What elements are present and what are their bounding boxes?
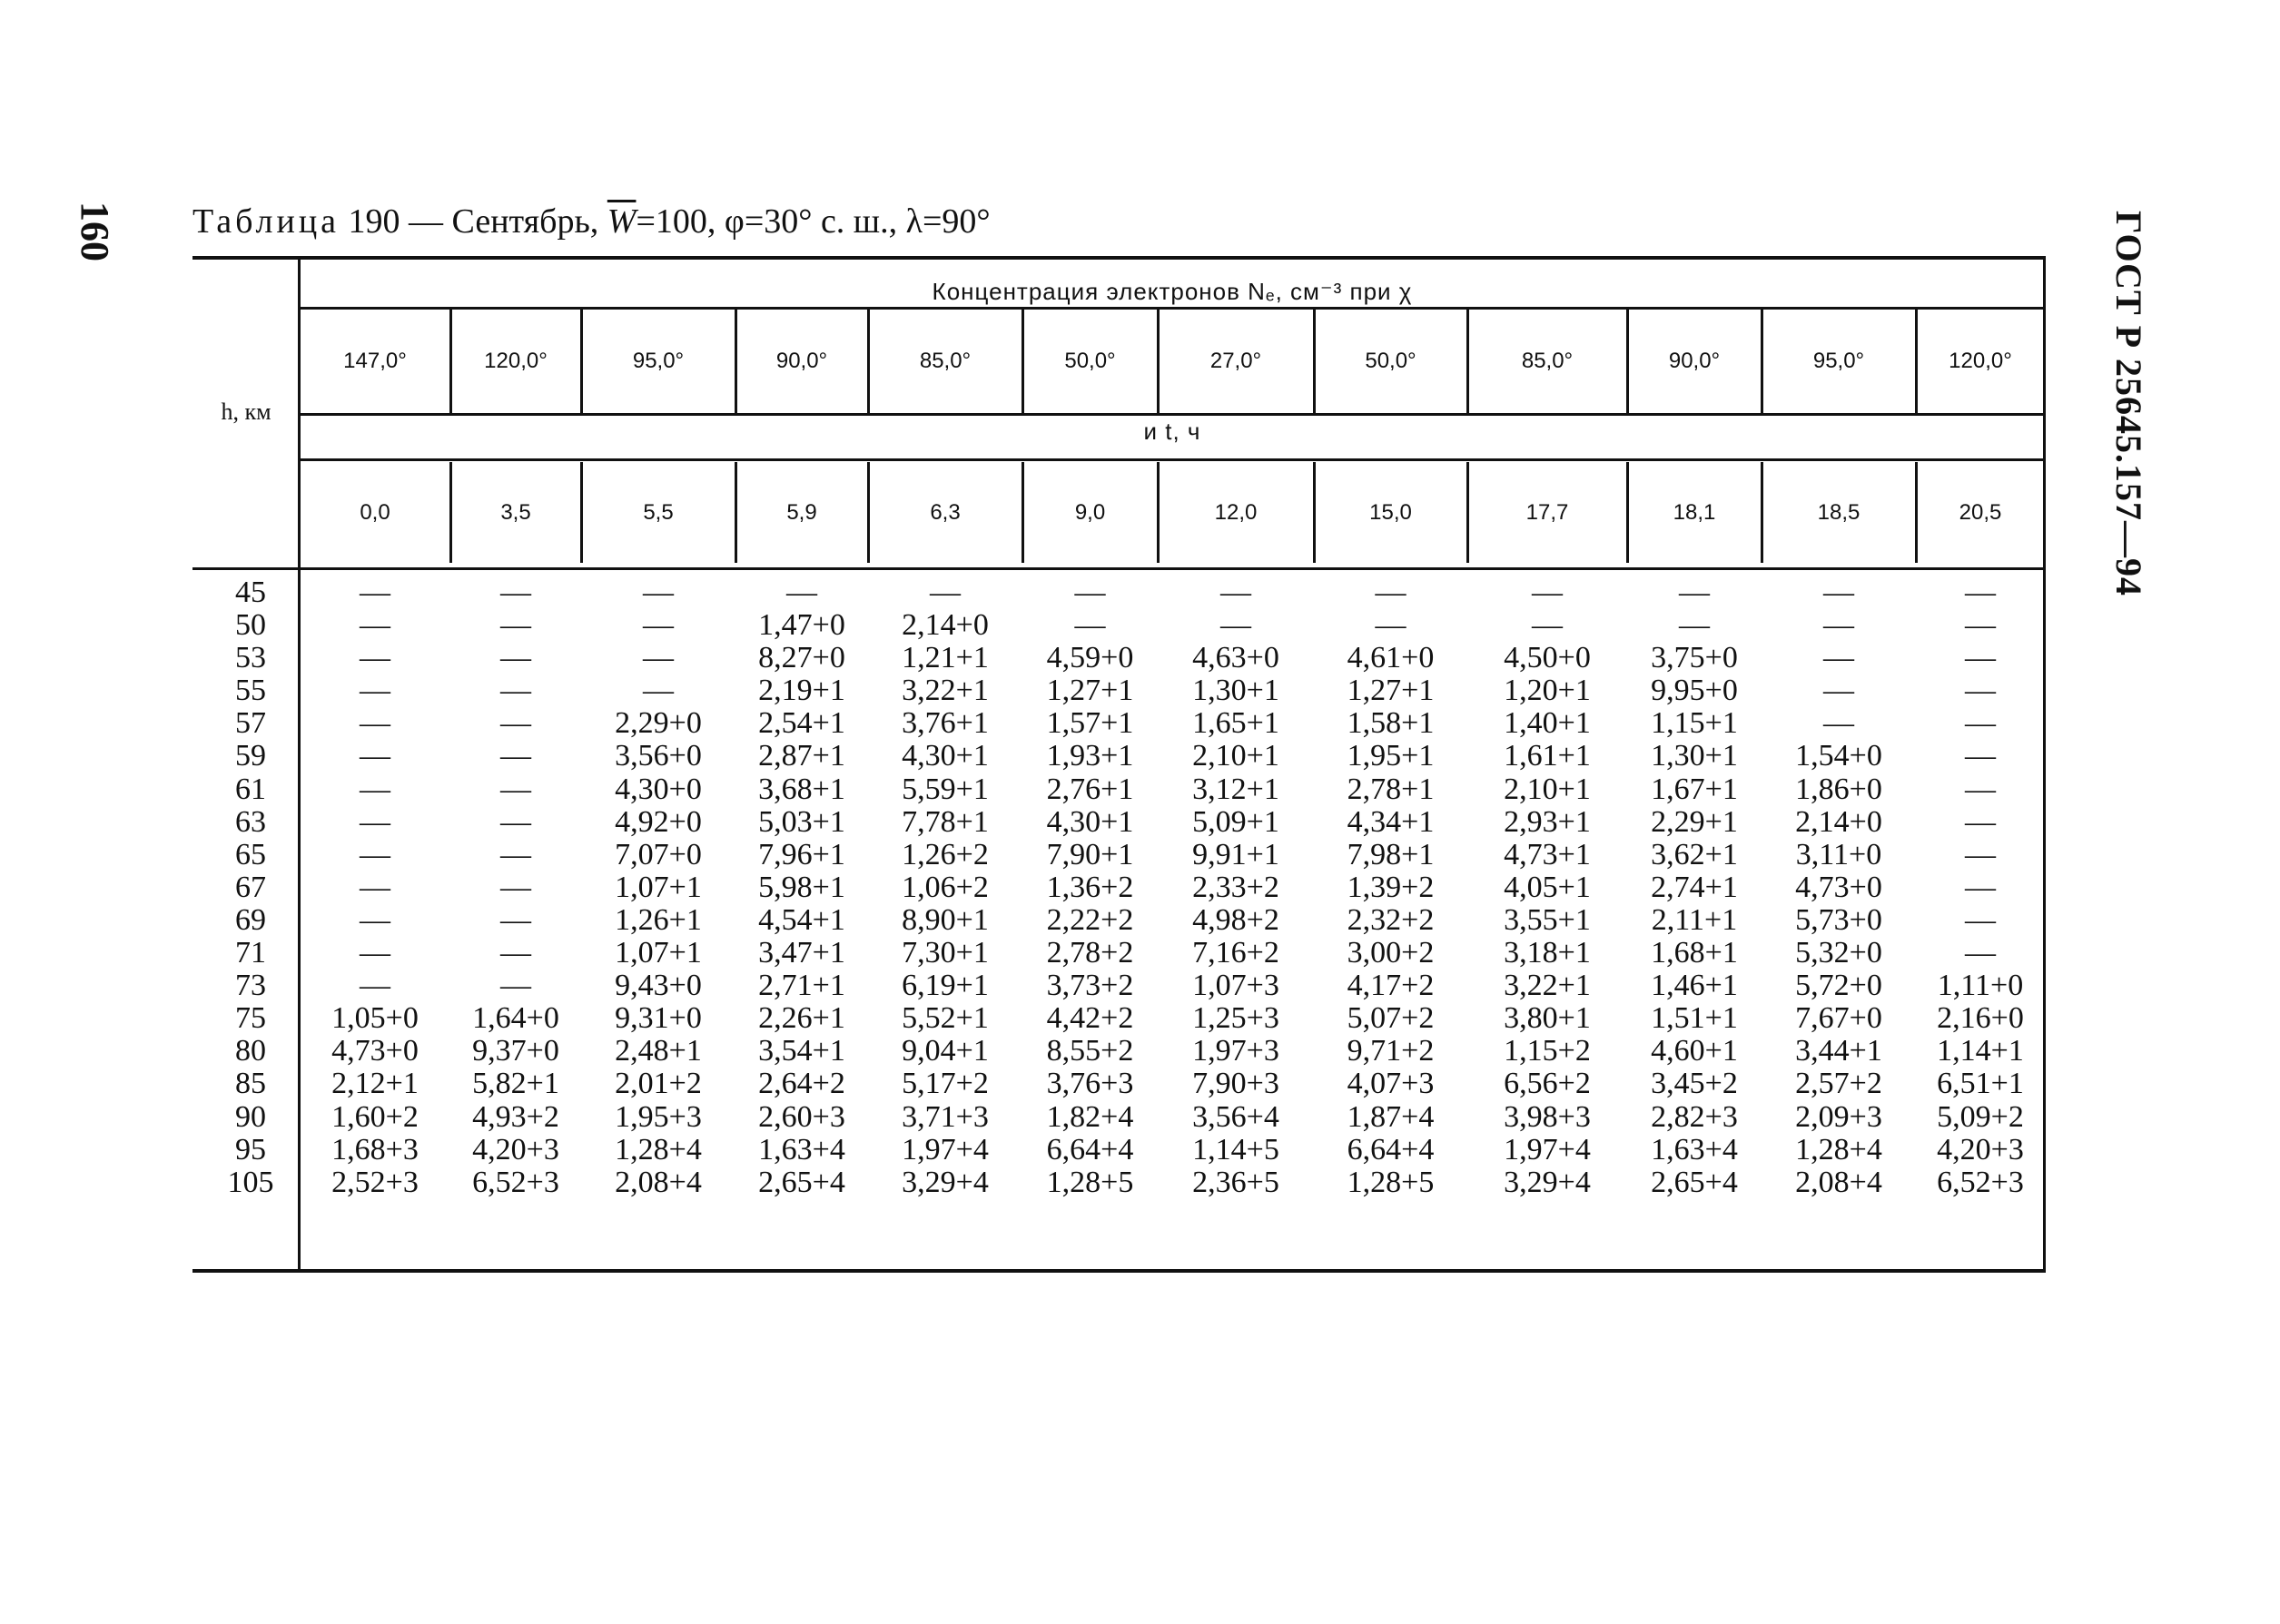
t-header: 20,5 [1959, 499, 2002, 525]
data-cell: 2,82+3 [1651, 1099, 1738, 1134]
data-cell: 1,60+2 [331, 1099, 419, 1134]
data-cell: 2,14+0 [1795, 804, 1882, 839]
data-cell: 5,09+1 [1192, 804, 1279, 839]
data-cell: — [1823, 706, 1854, 741]
data-cell: 7,07+0 [615, 837, 702, 871]
data-column [1314, 576, 1467, 1199]
data-cell: 2,12+1 [331, 1067, 419, 1101]
data-cell: 1,21+1 [902, 641, 989, 675]
data-cell: 5,52+1 [902, 1001, 989, 1036]
document-code: ГОСТ Р 25645.157—94 [2108, 211, 2149, 597]
data-cell: 3,22+1 [902, 674, 989, 708]
t-header: 17,7 [1525, 499, 1569, 525]
data-cell: 3,80+1 [1504, 1001, 1591, 1036]
data-cell: 4,98+2 [1192, 902, 1279, 937]
data-cell: — [1823, 608, 1854, 643]
data-cell: 2,19+1 [758, 674, 845, 708]
data-cell: 1,82+4 [1046, 1099, 1134, 1134]
data-cell: — [1823, 576, 1854, 609]
height-cell: 50 [235, 608, 266, 643]
data-cell: 2,52+3 [331, 1165, 419, 1199]
data-cell: 2,36+5 [1192, 1165, 1279, 1199]
data-cell: — [500, 608, 531, 643]
data-cell: 6,19+1 [902, 969, 989, 1003]
data-cell: 3,18+1 [1504, 936, 1591, 970]
data-cell: 2,78+1 [1347, 772, 1435, 806]
data-cell: 2,78+2 [1046, 936, 1134, 970]
height-cell: 57 [235, 706, 266, 741]
data-cell: 6,64+4 [1347, 1132, 1435, 1166]
data-cell: 4,92+0 [615, 804, 702, 839]
data-cell: 1,28+4 [1795, 1132, 1882, 1166]
data-cell: — [1965, 641, 1996, 675]
data-cell: 5,09+2 [1937, 1099, 2024, 1134]
row-header-label: h, км [221, 398, 271, 425]
data-cell: — [1965, 837, 1996, 871]
data-cell: 3,12+1 [1192, 772, 1279, 806]
data-cell: — [1532, 576, 1563, 609]
data-column [581, 576, 735, 1199]
data-cell: 2,14+0 [902, 608, 989, 643]
data-cell: 9,37+0 [472, 1034, 559, 1068]
data-cell: 1,20+1 [1504, 674, 1591, 708]
data-cell: 4,17+2 [1347, 969, 1435, 1003]
data-cell: 8,27+0 [758, 641, 845, 675]
data-cell: — [786, 576, 817, 609]
data-cell: 3,62+1 [1651, 837, 1738, 871]
data-cell: 1,14+5 [1192, 1132, 1279, 1166]
data-cell: 3,11+0 [1795, 837, 1882, 871]
data-cell: 1,63+4 [758, 1132, 845, 1166]
data-cell: 1,15+2 [1504, 1034, 1591, 1068]
t-title: и t, ч [1143, 417, 1201, 445]
data-cell: 2,74+1 [1651, 870, 1738, 904]
data-cell: 6,52+3 [472, 1165, 559, 1199]
data-cell: 2,11+1 [1651, 902, 1738, 937]
data-cell: 4,63+0 [1192, 641, 1279, 675]
data-cell: 5,59+1 [902, 772, 989, 806]
data-cell: 1,63+4 [1651, 1132, 1738, 1166]
header-rule [192, 567, 2045, 570]
data-cell: 1,39+2 [1347, 870, 1435, 904]
data-cell: — [1965, 674, 1996, 708]
data-cell: 2,08+4 [1795, 1165, 1882, 1199]
t-header: 18,5 [1817, 499, 1861, 525]
data-cell: — [360, 870, 390, 904]
data-cell: — [1074, 608, 1106, 643]
data-cell: 1,28+5 [1347, 1165, 1435, 1199]
data-cell: 1,61+1 [1504, 739, 1591, 773]
height-cell: 45 [235, 576, 266, 609]
height-cell: 75 [235, 1001, 266, 1036]
data-cell: 5,73+0 [1795, 902, 1882, 937]
data-cell: 1,67+1 [1651, 772, 1738, 806]
height-cell: 71 [235, 936, 266, 970]
data-cell: 5,32+0 [1795, 936, 1882, 970]
data-cell: — [500, 870, 531, 904]
data-cell: 6,51+1 [1937, 1067, 2024, 1101]
data-cell: 1,30+1 [1192, 674, 1279, 708]
data-cell: 1,25+3 [1192, 1001, 1279, 1036]
page-number: 160 [73, 202, 117, 261]
data-cell: 9,95+0 [1651, 674, 1738, 708]
data-cell: 2,54+1 [758, 706, 845, 741]
data-cell: 5,72+0 [1795, 969, 1882, 1003]
height-cell: 65 [235, 837, 266, 871]
chi-header: 147,0° [343, 348, 407, 373]
data-cell: 1,26+2 [902, 837, 989, 871]
data-column [1916, 576, 2045, 1199]
data-cell: 4,93+2 [472, 1099, 559, 1134]
data-cell: — [500, 739, 531, 773]
data-cell: 1,28+5 [1046, 1165, 1134, 1199]
data-cell: 4,07+3 [1347, 1067, 1435, 1101]
data-cell: — [1965, 936, 1996, 970]
data-cell: 1,97+3 [1192, 1034, 1279, 1068]
data-cell: 2,09+3 [1795, 1099, 1882, 1134]
data-cell: — [1965, 608, 1996, 643]
data-cell: 4,59+0 [1046, 641, 1134, 675]
chi-header: 85,0° [1521, 348, 1574, 373]
height-cell: 55 [235, 674, 266, 708]
data-cell: 2,32+2 [1347, 902, 1435, 937]
data-cell: 6,52+3 [1937, 1165, 2024, 1199]
height-cell: 67 [235, 870, 266, 904]
data-column [868, 576, 1022, 1199]
data-cell: — [1679, 608, 1710, 643]
height-cell: 80 [235, 1034, 266, 1068]
data-cell: 3,45+2 [1651, 1067, 1738, 1101]
data-cell: — [360, 804, 390, 839]
data-cell: 3,98+3 [1504, 1099, 1591, 1134]
data-cell: 1,15+1 [1651, 706, 1738, 741]
height-cell: 73 [235, 969, 266, 1003]
caption-text-before: 190 — Сентябрь, [348, 202, 607, 241]
data-cell: 3,73+2 [1046, 969, 1134, 1003]
data-cell: — [1375, 576, 1406, 609]
data-cell: 3,75+0 [1651, 641, 1738, 675]
data-cell: — [1823, 641, 1854, 675]
data-cell: — [500, 804, 531, 839]
data-cell: — [500, 706, 531, 741]
data-cell: 4,34+1 [1347, 804, 1435, 839]
data-cell: 1,06+2 [902, 870, 989, 904]
chi-header: 120,0° [1949, 348, 2012, 373]
data-cell: 3,29+4 [902, 1165, 989, 1199]
data-cell: 3,22+1 [1504, 969, 1591, 1003]
t-header: 5,9 [786, 499, 817, 525]
data-cell: 7,96+1 [758, 837, 845, 871]
data-cell: 9,43+0 [615, 969, 702, 1003]
data-cell: — [360, 641, 390, 675]
data-cell: 4,30+1 [902, 739, 989, 773]
t-header: 5,5 [643, 499, 674, 525]
data-cell: 3,56+0 [615, 739, 702, 773]
data-cell: 3,56+4 [1192, 1099, 1279, 1134]
data-cell: 3,55+1 [1504, 902, 1591, 937]
data-cell: 2,29+0 [615, 706, 702, 741]
data-cell: 5,17+2 [902, 1067, 989, 1101]
data-column [300, 576, 450, 1199]
data-cell: 4,60+1 [1651, 1034, 1738, 1068]
height-cell: 85 [235, 1067, 266, 1101]
data-cell: 2,65+4 [1651, 1165, 1738, 1199]
data-cell: — [1965, 739, 1996, 773]
data-cell: 1,93+1 [1046, 739, 1134, 773]
data-cell: 4,20+3 [1937, 1132, 2024, 1166]
data-cell: 2,16+0 [1937, 1001, 2024, 1036]
data-cell: 7,90+3 [1192, 1067, 1279, 1101]
data-cell: 2,29+1 [1651, 804, 1738, 839]
data-cell: 1,11+0 [1937, 969, 2024, 1003]
data-cell: — [1965, 870, 1996, 904]
data-cell: 1,14+1 [1937, 1034, 2024, 1068]
data-cell: 1,46+1 [1651, 969, 1738, 1003]
data-cell: 2,57+2 [1795, 1067, 1882, 1101]
height-cell: 59 [235, 739, 266, 773]
data-cell: 1,05+0 [331, 1001, 419, 1036]
data-column [1627, 576, 1762, 1199]
data-cell: 5,82+1 [472, 1067, 559, 1101]
data-cell: — [500, 902, 531, 937]
data-cell: — [360, 969, 390, 1003]
data-cell: 1,68+3 [331, 1132, 419, 1166]
data-cell: 5,98+1 [758, 870, 845, 904]
t-header: 3,5 [500, 499, 531, 525]
data-cell: 8,90+1 [902, 902, 989, 937]
data-cell: 4,30+1 [1046, 804, 1134, 839]
data-cell: — [643, 608, 674, 643]
data-cell: 1,95+3 [615, 1099, 702, 1134]
data-cell: 4,73+0 [331, 1034, 419, 1068]
data-cell: — [1074, 576, 1106, 609]
data-cell: — [643, 641, 674, 675]
header-rule [300, 458, 2045, 461]
data-cell: 1,30+1 [1651, 739, 1738, 773]
data-cell: 4,61+0 [1347, 641, 1435, 675]
data-cell: 1,87+4 [1347, 1099, 1435, 1134]
chi-title: Концентрация электронов Nₑ, см⁻³ при χ [932, 277, 1413, 305]
data-cell: — [1965, 706, 1996, 741]
height-cell: 105 [227, 1165, 274, 1199]
height-cell: 61 [235, 772, 266, 806]
data-cell: 7,16+2 [1192, 936, 1279, 970]
chi-header: 85,0° [919, 348, 972, 373]
data-cell: 6,64+4 [1046, 1132, 1134, 1166]
data-cell: 1,47+0 [758, 608, 845, 643]
data-cell: 3,00+2 [1347, 936, 1435, 970]
data-column [1022, 576, 1158, 1199]
chi-header: 50,0° [1365, 348, 1416, 373]
data-cell: 1,26+1 [615, 902, 702, 937]
data-cell: 7,78+1 [902, 804, 989, 839]
data-cell: — [643, 576, 674, 609]
data-cell: 1,68+1 [1651, 936, 1738, 970]
data-cell: 2,01+2 [615, 1067, 702, 1101]
data-cell: 5,07+2 [1347, 1001, 1435, 1036]
caption-text-after: =100, φ=30° с. ш., λ=90° [636, 202, 991, 241]
data-cell: — [500, 641, 531, 675]
data-cell: 1,64+0 [472, 1001, 559, 1036]
data-cell: 2,87+1 [758, 739, 845, 773]
data-cell: — [360, 576, 390, 609]
data-cell: 3,71+3 [902, 1099, 989, 1134]
data-cell: 4,50+0 [1504, 641, 1591, 675]
data-cell: 1,58+1 [1347, 706, 1435, 741]
chi-header: 90,0° [1668, 348, 1721, 373]
data-cell: 3,29+4 [1504, 1165, 1591, 1199]
data-column [1158, 576, 1314, 1199]
data-cell: 4,73+1 [1504, 837, 1591, 871]
data-cell: 2,76+1 [1046, 772, 1134, 806]
chi-header: 120,0° [484, 348, 548, 373]
data-cell: 9,04+1 [902, 1034, 989, 1068]
data-cell: 1,54+0 [1795, 739, 1882, 773]
data-cell: 1,95+1 [1347, 739, 1435, 773]
data-cell: 2,60+3 [758, 1099, 845, 1134]
height-cell: 63 [235, 804, 266, 839]
chi-header: 95,0° [632, 348, 685, 373]
data-cell: 1,07+1 [615, 936, 702, 970]
caption-label: Таблица [192, 202, 341, 241]
data-cell: — [1965, 804, 1996, 839]
data-cell: 7,90+1 [1046, 837, 1134, 871]
caption-w-symbol: $\overline{W}$ [607, 202, 637, 241]
height-column [214, 576, 287, 1199]
data-cell: 2,22+2 [1046, 902, 1134, 937]
data-cell: 4,73+0 [1795, 870, 1882, 904]
data-cell: 2,10+1 [1192, 739, 1279, 773]
data-cell: — [360, 739, 390, 773]
data-cell: — [1220, 608, 1251, 643]
data-cell: 1,27+1 [1046, 674, 1134, 708]
data-cell: — [360, 772, 390, 806]
data-cell: 9,91+1 [1192, 837, 1279, 871]
data-cell: — [500, 936, 531, 970]
data-cell: — [1375, 608, 1406, 643]
table-caption [192, 202, 991, 241]
data-column [1762, 576, 1916, 1199]
data-cell: — [1220, 576, 1251, 609]
data-cell: — [360, 837, 390, 871]
data-cell: — [360, 936, 390, 970]
data-cell: — [1965, 772, 1996, 806]
data-cell: — [1823, 674, 1854, 708]
height-cell: 90 [235, 1099, 266, 1134]
data-cell: 2,08+4 [615, 1165, 702, 1199]
data-cell: 1,86+0 [1795, 772, 1882, 806]
data-cell: 1,28+4 [615, 1132, 702, 1166]
data-cell: 7,30+1 [902, 936, 989, 970]
data-cell: 2,64+2 [758, 1067, 845, 1101]
data-column [450, 576, 581, 1199]
data-cell: 1,27+1 [1347, 674, 1435, 708]
data-cell: 7,98+1 [1347, 837, 1435, 871]
data-cell: 2,93+1 [1504, 804, 1591, 839]
data-cell: 4,54+1 [758, 902, 845, 937]
data-cell: — [930, 576, 961, 609]
data-cell: 5,03+1 [758, 804, 845, 839]
data-cell: — [360, 902, 390, 937]
data-cell: 2,26+1 [758, 1001, 845, 1036]
data-cell: — [500, 837, 531, 871]
data-cell: 1,65+1 [1192, 706, 1279, 741]
t-header: 12,0 [1214, 499, 1258, 525]
data-cell: 1,51+1 [1651, 1001, 1738, 1036]
data-cell: 3,76+1 [902, 706, 989, 741]
data-cell: 3,47+1 [758, 936, 845, 970]
data-cell: 3,68+1 [758, 772, 845, 806]
data-cell: 2,71+1 [758, 969, 845, 1003]
data-cell: — [1965, 902, 1996, 937]
data-cell: 2,48+1 [615, 1034, 702, 1068]
t-header: 6,3 [930, 499, 961, 525]
chi-header: 27,0° [1209, 348, 1262, 373]
height-cell: 95 [235, 1132, 266, 1166]
data-cell: 4,30+0 [615, 772, 702, 806]
data-cell: 1,07+3 [1192, 969, 1279, 1003]
chi-header: 95,0° [1812, 348, 1865, 373]
height-cell: 53 [235, 641, 266, 675]
data-cell: — [360, 706, 390, 741]
t-header: 9,0 [1074, 499, 1106, 525]
data-cell: — [1965, 576, 1996, 609]
data-cell: 6,56+2 [1504, 1067, 1591, 1101]
data-cell: — [500, 674, 531, 708]
data-cell: — [643, 674, 674, 708]
data-cell: 4,20+3 [472, 1132, 559, 1166]
data-column [735, 576, 868, 1199]
data-cell: 9,71+2 [1347, 1034, 1435, 1068]
data-cell: 1,97+4 [1504, 1132, 1591, 1166]
data-cell: 9,31+0 [615, 1001, 702, 1036]
data-cell: — [1532, 608, 1563, 643]
data-cell: 1,07+1 [615, 870, 702, 904]
data-cell: 8,55+2 [1046, 1034, 1134, 1068]
t-header: 0,0 [360, 499, 390, 525]
data-cell: 1,97+4 [902, 1132, 989, 1166]
data-cell: — [500, 772, 531, 806]
data-cell: 1,40+1 [1504, 706, 1591, 741]
data-cell: 1,36+2 [1046, 870, 1134, 904]
data-cell: 3,44+1 [1795, 1034, 1882, 1068]
t-header: 18,1 [1673, 499, 1716, 525]
data-column [1467, 576, 1627, 1199]
data-cell: 3,76+3 [1046, 1067, 1134, 1101]
data-cell: — [360, 608, 390, 643]
data-cell: 2,33+2 [1192, 870, 1279, 904]
data-cell: 4,05+1 [1504, 870, 1591, 904]
chi-header: 90,0° [775, 348, 828, 373]
data-cell: — [1679, 576, 1710, 609]
height-cell: 69 [235, 902, 266, 937]
data-cell: 7,67+0 [1795, 1001, 1882, 1036]
t-header: 15,0 [1369, 499, 1412, 525]
data-cell: 2,10+1 [1504, 772, 1591, 806]
data-cell: — [360, 674, 390, 708]
data-cell: 3,54+1 [758, 1034, 845, 1068]
chi-header: 50,0° [1064, 348, 1116, 373]
data-cell: — [500, 969, 531, 1003]
data-cell: — [500, 576, 531, 609]
data-cell: 2,65+4 [758, 1165, 845, 1199]
data-cell: 4,42+2 [1046, 1001, 1134, 1036]
data-cell: 1,57+1 [1046, 706, 1134, 741]
